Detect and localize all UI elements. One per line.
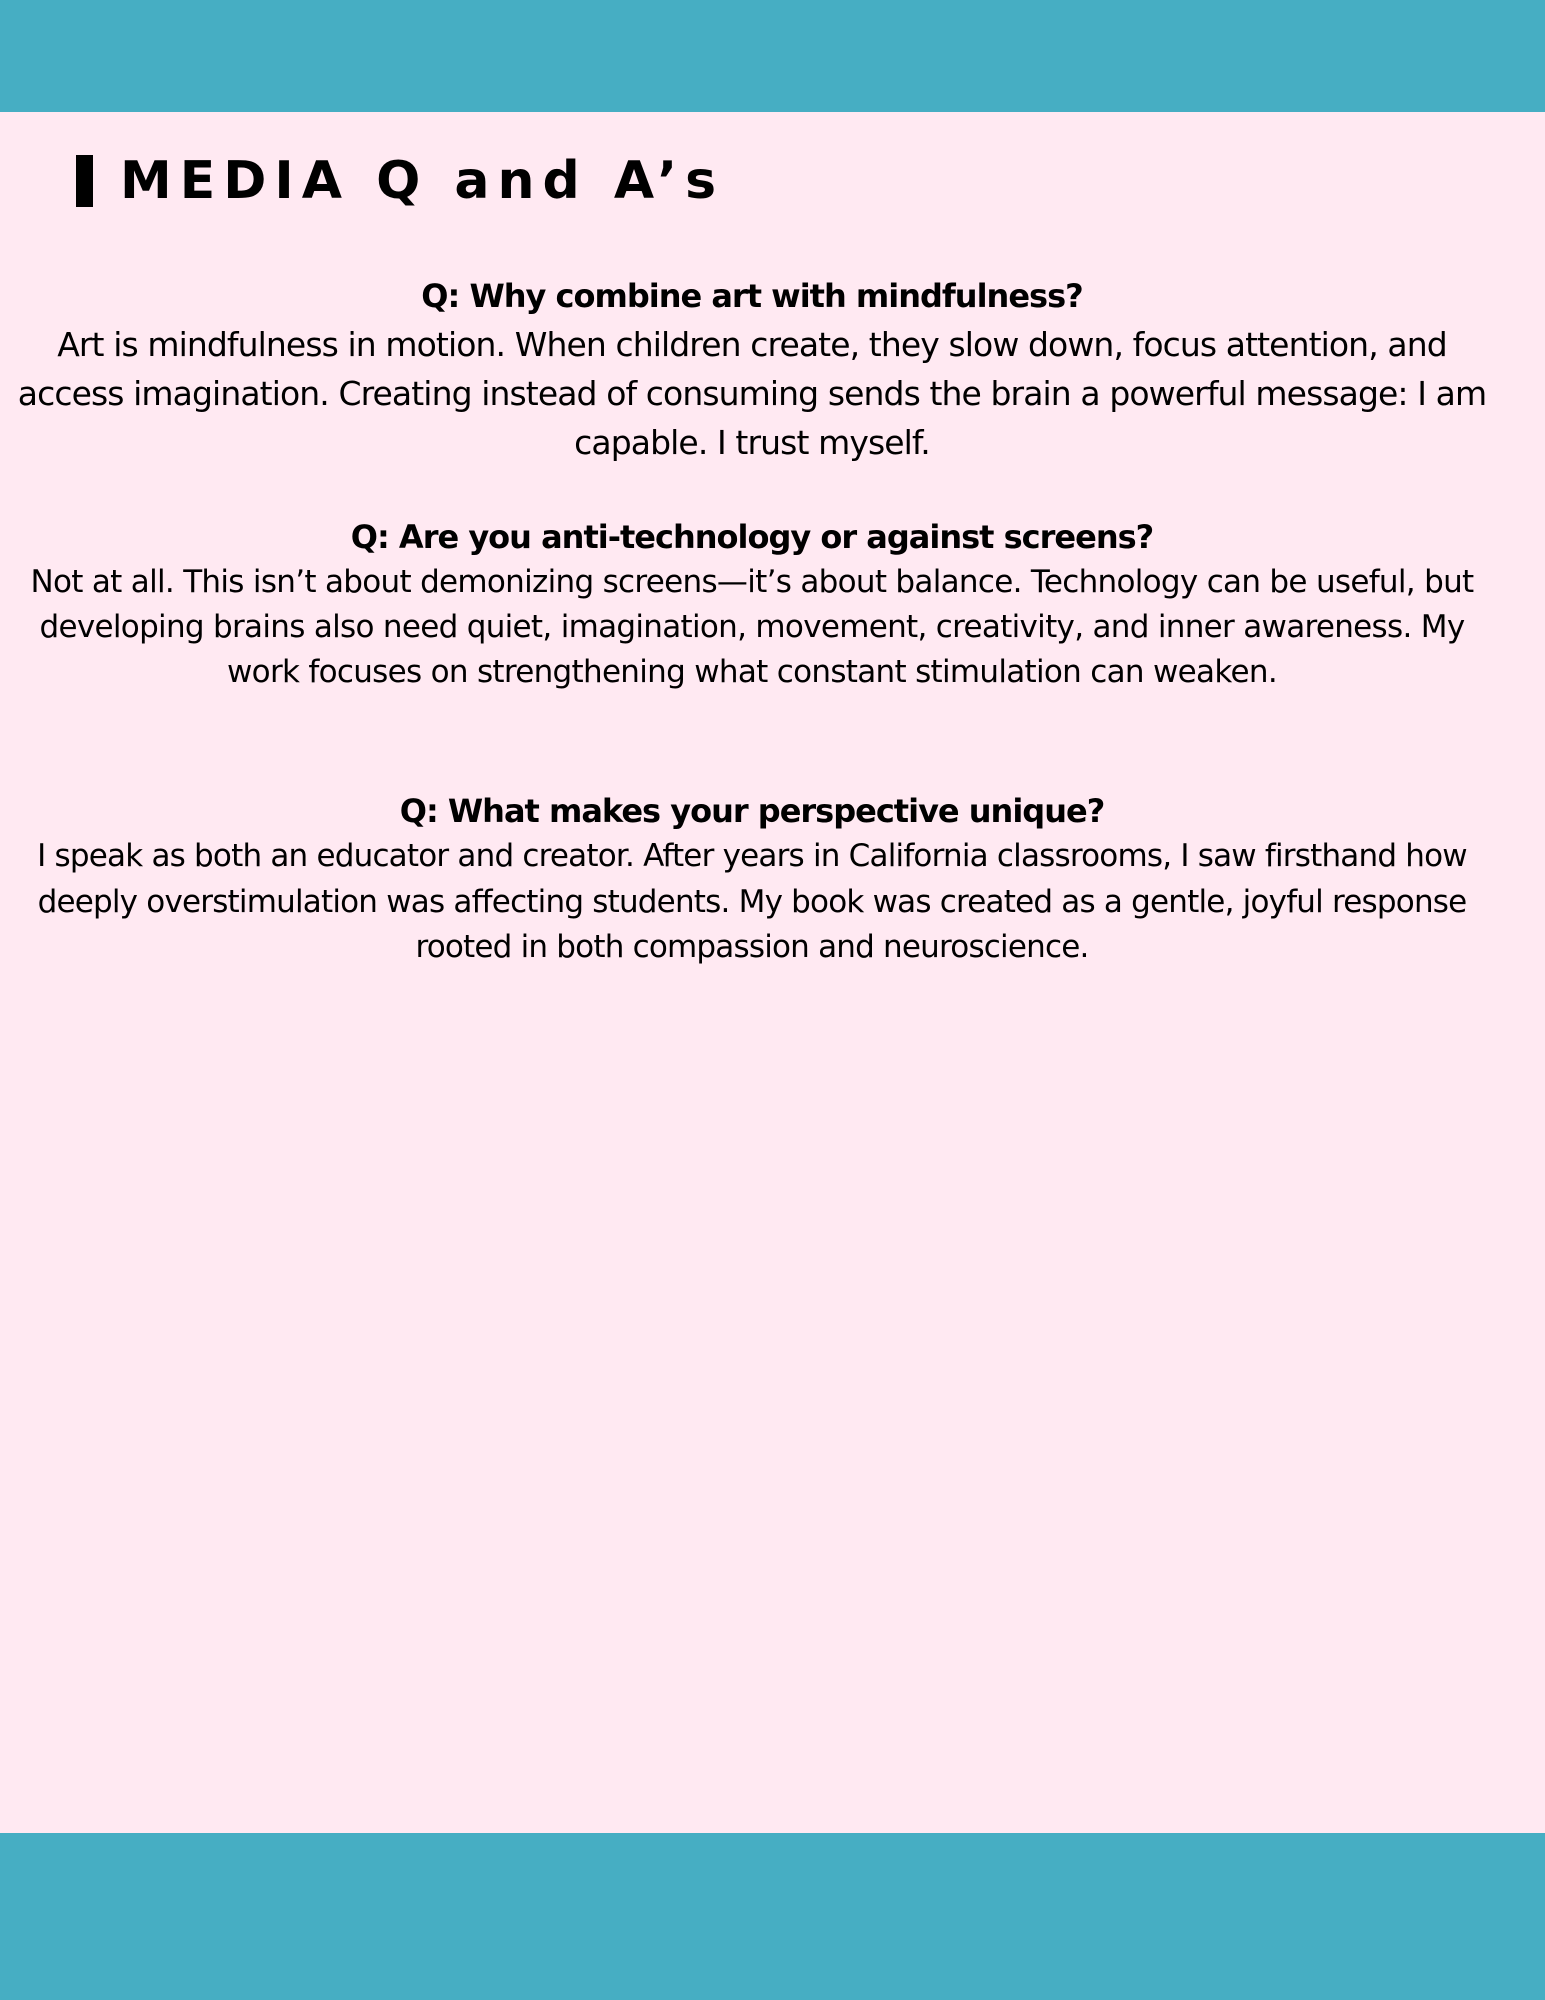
qa-item	[16, 788, 1488, 971]
qa-item	[16, 272, 1488, 467]
title-accent-bar	[76, 155, 93, 207]
answer-text: I speak as both an educator and creator. After years in California classrooms, I saw firsthand how deeply overstimulation was affecting students. My book was created as a gentle, joyful response rooted in both compassion and neuroscience.	[37, 838, 1467, 965]
question-heading: Q: Why combine art with mindfulness?	[421, 277, 1083, 315]
question-heading: Q: Are you anti-technology or against screens?	[350, 518, 1154, 556]
answer-text: Art is mindfulness in motion. When children create, they slow down, focus attention, and access imagination. Creating instead of consuming sends the brain a powerful message: I am capable. I trust myself.	[17, 325, 1487, 462]
bottom-color-band	[0, 1833, 1545, 2000]
page-header	[76, 148, 724, 214]
page-title: MEDIA Q and A’s	[120, 151, 725, 211]
qa-item	[16, 514, 1488, 695]
top-color-band	[0, 0, 1545, 112]
answer-text: Not at all. This isn’t about demonizing screens—it’s about balance. Technology can be useful, but developing brains also need quiet, imagination, movement, creativity, and inner awareness. My work focuses on strengthening what constant stimulation can weaken.	[30, 564, 1474, 690]
question-heading: Q: What makes your perspective unique?	[399, 792, 1105, 830]
